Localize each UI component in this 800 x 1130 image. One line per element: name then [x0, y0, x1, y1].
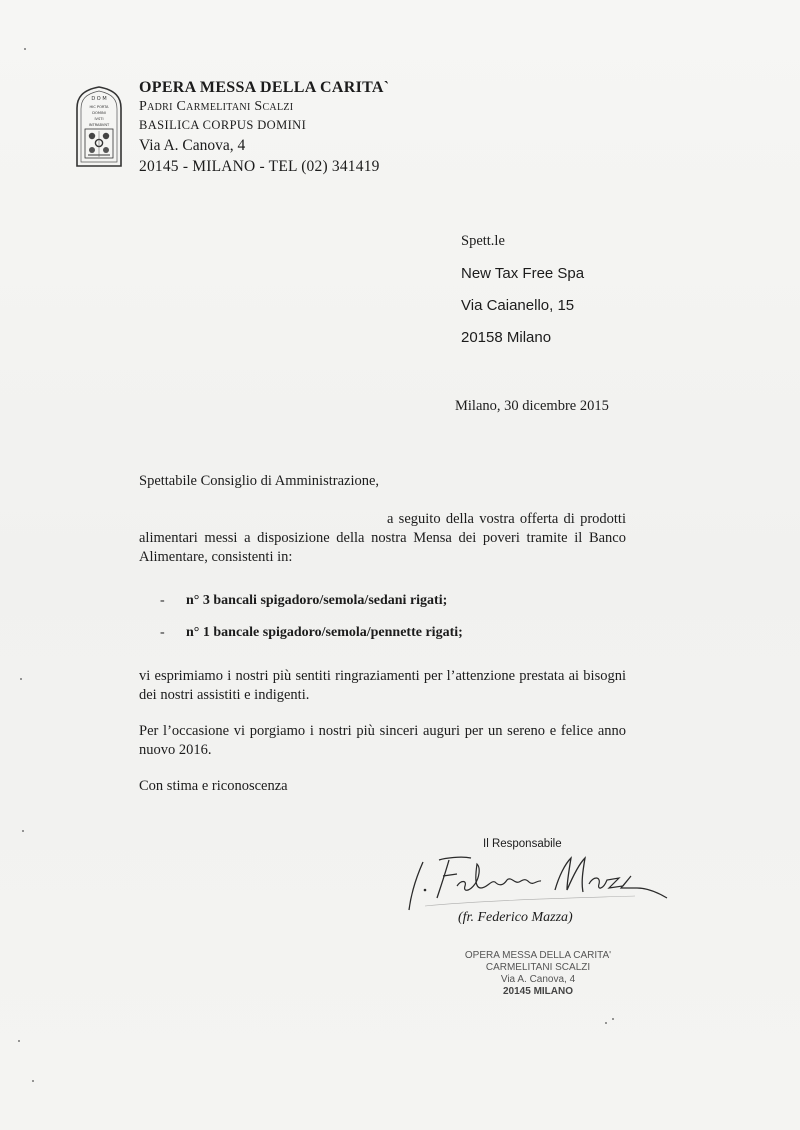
org-name: OPERA MESSA DELLA CARITA` — [139, 79, 390, 96]
recipient-street: Via Caianello, 15 — [461, 297, 575, 314]
greeting: Spettabile Consiglio di Amministrazione, — [139, 473, 380, 489]
scan-speck — [20, 678, 22, 680]
scan-speck — [24, 48, 26, 50]
recipient-salutation: Spett.le — [461, 233, 505, 249]
scan-speck — [22, 830, 24, 832]
stamp-line: Via A. Canova, 4 — [500, 974, 576, 985]
recipient-company: New Tax Free Spa — [461, 265, 585, 282]
svg-text:INTRABVNT: INTRABVNT — [88, 123, 110, 127]
svg-text:HIC PORTA: HIC PORTA — [89, 105, 109, 109]
stamp-line: OPERA MESSA DELLA CARITA' — [464, 950, 612, 961]
recipient-block — [461, 233, 584, 361]
paragraph-wishes: Per l’occasione vi porgiamo i nostri più sinceri auguri per un sereno e felice anno nuovo 2016. — [139, 723, 626, 758]
parish-seal-logo — [74, 84, 124, 174]
org-city-phone: 20145 - MILANO - TEL (02) 341419 — [139, 158, 380, 175]
stamp-line: CARMELITANI SCALZI — [485, 962, 591, 973]
svg-text:IVSTI: IVSTI — [94, 117, 104, 121]
product-list — [160, 593, 463, 657]
org-address: Via A. Canova, 4 — [139, 136, 246, 154]
order-name: Padri Carmelitani Scalzi — [139, 99, 294, 114]
paragraph-offer — [139, 510, 626, 567]
list-item-text: n° 1 bancale spigadoro/semola/pennette rigati; — [186, 625, 463, 640]
scan-speck — [18, 1040, 20, 1042]
stamp-line: 20145 MILANO — [502, 986, 574, 997]
list-item — [160, 593, 463, 625]
closing: Con stima e riconoscenza — [139, 778, 288, 794]
list-item — [160, 625, 463, 657]
svg-text:DOMINI: DOMINI — [92, 111, 106, 115]
signatory-role: Il Responsabile — [483, 838, 562, 850]
basilica-name: BASILICA CORPUS DOMINI — [139, 118, 307, 132]
signatory-name: (fr. Federico Mazza) — [458, 910, 573, 925]
scan-speck — [612, 1018, 614, 1020]
institution-stamp — [448, 950, 628, 998]
scan-speck — [32, 1080, 34, 1082]
paragraph-thanks: vi esprimiamo i nostri più sentiti ringraziamenti per l’attenzione prestata ai bisogni dei nostri assistiti e indigenti. — [139, 668, 626, 703]
scan-speck — [605, 1022, 607, 1024]
list-item-text: n° 3 bancali spigadoro/semola/sedani rigati; — [186, 593, 448, 608]
list-marker: - — [160, 593, 165, 608]
list-marker: - — [160, 625, 165, 640]
letter-date: Milano, 30 dicembre 2015 — [455, 398, 609, 414]
paragraph-offer-text: a seguito della vostra offerta di prodotti alimentari messi a disposizione della nostra Mensa dei poveri tramite il Banco Alimentare, consistenti in: — [139, 511, 626, 565]
letterhead — [139, 80, 389, 175]
svg-text:D O M: D O M — [91, 96, 107, 102]
recipient-city: 20158 Milano — [461, 329, 552, 346]
